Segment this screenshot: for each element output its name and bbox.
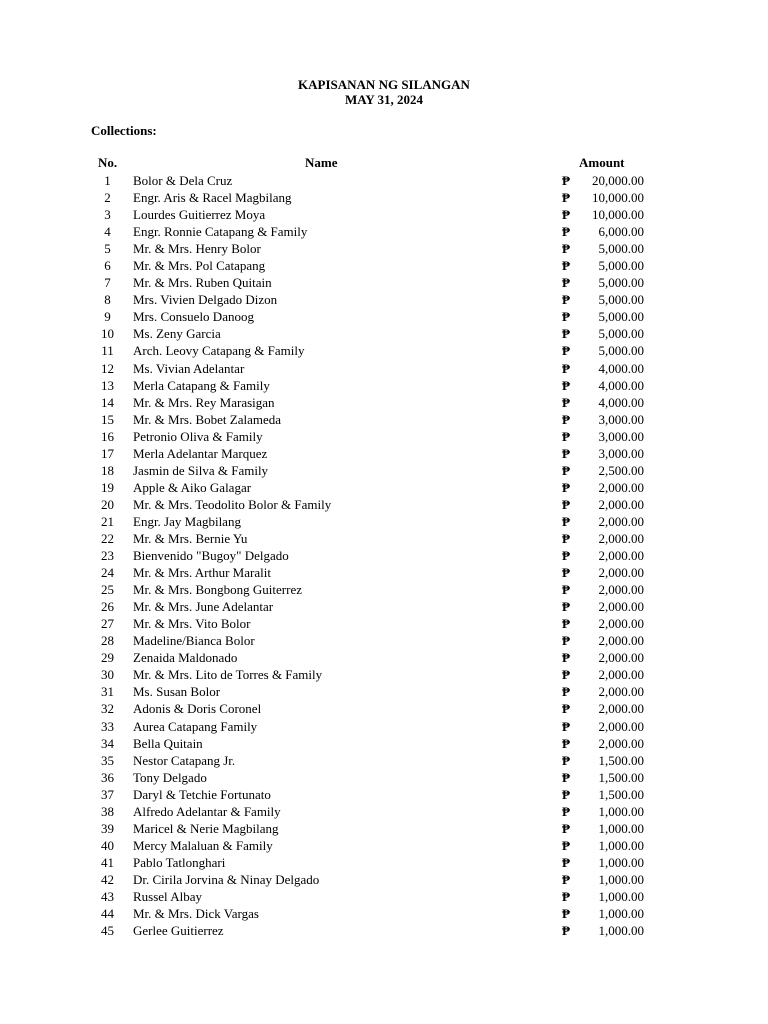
contributor-name: Mr. & Mrs. Vito Bolor [133,616,251,632]
amount-value: 1,500.00 [598,769,644,785]
peso-sign: ₱ [562,428,570,444]
table-row [0,530,768,547]
contributor-name: Engr. Ronnie Catapang & Family [133,224,308,240]
row-number: 31 [101,684,114,700]
contributor-name: Merla Adelantar Marquez [133,445,268,461]
peso-sign: ₱ [562,343,570,359]
peso-sign: ₱ [562,496,570,512]
row-number: 6 [104,258,111,274]
row-number: 24 [101,565,114,581]
contributor-name: Russel Albay [133,888,202,904]
contributor-name: Mr. & Mrs. Bernie Yu [133,530,248,546]
row-number: 22 [101,530,114,546]
amount-value: 2,000.00 [598,718,644,734]
peso-sign: ₱ [562,854,570,870]
peso-sign: ₱ [562,326,570,342]
table-header [0,155,768,171]
peso-sign: ₱ [562,394,570,410]
table-row [0,598,768,615]
peso-sign: ₱ [562,633,570,649]
table-row [0,189,768,206]
row-number: 43 [101,888,114,904]
table-row [0,496,768,513]
peso-sign: ₱ [562,411,570,427]
row-number: 15 [101,411,114,427]
table-row [0,206,768,223]
contributor-name: Lourdes Guitierrez Moya [133,207,266,223]
contributor-name: Petronio Oliva & Family [133,428,263,444]
amount-value: 3,000.00 [598,428,644,444]
row-number: 12 [101,360,114,376]
table-row [0,905,768,922]
contributor-name: Adonis & Doris Coronel [133,701,262,717]
amount-value: 2,000.00 [598,616,644,632]
table-row [0,479,768,496]
row-number: 37 [101,786,114,802]
peso-sign: ₱ [562,906,570,922]
peso-sign: ₱ [562,820,570,836]
contributor-name: Mr. & Mrs. June Adelantar [133,599,274,615]
contributor-name: Mrs. Vivien Delgado Dizon [133,292,278,308]
contributor-name: Ms. Susan Bolor [133,684,221,700]
contributor-name: Mr. & Mrs. Teodolito Bolor & Family [133,496,332,512]
row-number: 33 [101,718,114,734]
row-number: 19 [101,479,114,495]
amount-value: 4,000.00 [598,394,644,410]
table-row [0,649,768,666]
row-number: 41 [101,854,114,870]
contributor-name: Aurea Catapang Family [133,718,258,734]
table-row [0,394,768,411]
row-number: 39 [101,820,114,836]
contributor-name: Jasmin de Silva & Family [133,462,269,478]
contributor-name: Mr. & Mrs. Henry Bolor [133,241,261,257]
row-number: 1 [104,173,111,188]
amount-value: 2,000.00 [598,548,644,564]
contributor-name: Zenaida Maldonado [133,650,238,666]
peso-sign: ₱ [562,786,570,802]
table-row [0,257,768,274]
peso-sign: ₱ [562,309,570,325]
amount-value: 1,500.00 [598,752,644,768]
row-number: 21 [101,513,114,529]
table-row [0,445,768,462]
table-row [0,342,768,359]
contributor-name: Nestor Catapang Jr. [133,752,236,768]
amount-value: 2,000.00 [598,701,644,717]
table-row [0,837,768,854]
amount-value: 5,000.00 [598,258,644,274]
column-header-name: Name [305,155,338,170]
amount-value: 4,000.00 [598,360,644,376]
row-number: 8 [104,292,111,308]
contributor-name: Madeline/Bianca Bolor [133,633,255,649]
row-number: 28 [101,633,114,649]
peso-sign: ₱ [562,513,570,529]
contributor-name: Mr. & Mrs. Rey Marasigan [133,394,275,410]
contributor-name: Mrs. Consuelo Danoog [133,309,254,325]
amount-value: 1,000.00 [598,888,644,904]
table-row [0,820,768,837]
amount-value: 5,000.00 [598,275,644,291]
table-row [0,462,768,479]
peso-sign: ₱ [562,803,570,819]
amount-value: 6,000.00 [598,224,644,240]
row-number: 13 [101,377,114,393]
table-row [0,581,768,598]
row-number: 32 [101,701,114,717]
row-number: 30 [101,667,114,683]
peso-sign: ₱ [562,377,570,393]
amount-value: 5,000.00 [598,241,644,257]
table-row [0,666,768,683]
contributor-name: Maricel & Nerie Magbilang [133,820,279,836]
column-header-amount: Amount [579,155,625,170]
peso-sign: ₱ [562,462,570,478]
peso-sign: ₱ [562,923,570,939]
table-row [0,513,768,530]
row-number: 11 [101,343,114,359]
table-row [0,377,768,394]
peso-sign: ₱ [562,275,570,291]
contributor-name: Mr. & Mrs. Bobet Zalameda [133,411,282,427]
table-row [0,700,768,717]
peso-sign: ₱ [562,599,570,615]
row-number: 2 [104,190,111,206]
amount-value: 2,000.00 [598,565,644,581]
row-number: 4 [104,224,111,240]
peso-sign: ₱ [562,837,570,853]
contributor-name: Mr. & Mrs. Lito de Torres & Family [133,667,323,683]
table-row [0,683,768,700]
row-number: 42 [101,871,114,887]
table-row [0,360,768,377]
contributor-name: Engr. Aris & Racel Magbilang [133,190,292,206]
contributor-name: Mr. & Mrs. Arthur Maralit [133,565,271,581]
table-row [0,888,768,905]
table-row [0,615,768,632]
row-number: 25 [101,582,114,598]
peso-sign: ₱ [562,207,570,223]
peso-sign: ₱ [562,548,570,564]
table-row [0,223,768,240]
amount-value: 2,000.00 [598,650,644,666]
row-number: 26 [101,599,114,615]
column-header-no: No. [98,155,118,170]
peso-sign: ₱ [562,616,570,632]
peso-sign: ₱ [562,667,570,683]
contributor-name: Daryl & Tetchie Fortunato [133,786,271,802]
peso-sign: ₱ [562,190,570,206]
amount-value: 2,000.00 [598,599,644,615]
contributor-name: Merla Catapang & Family [133,377,270,393]
row-number: 35 [101,752,114,768]
row-number: 36 [101,769,114,785]
peso-sign: ₱ [562,684,570,700]
peso-sign: ₱ [562,445,570,461]
peso-sign: ₱ [562,292,570,308]
peso-sign: ₱ [562,224,570,240]
amount-value: 1,000.00 [598,871,644,887]
peso-sign: ₱ [562,718,570,734]
amount-value: 1,500.00 [598,786,644,802]
peso-sign: ₱ [562,258,570,274]
row-number: 34 [101,735,114,751]
peso-sign: ₱ [562,735,570,751]
table-row [0,291,768,308]
contributor-name: Mr. & Mrs. Dick Vargas [133,906,259,922]
peso-sign: ₱ [562,360,570,376]
document-header [0,77,768,107]
amount-value: 2,000.00 [598,513,644,529]
amount-value: 2,000.00 [598,496,644,512]
contributor-name: Apple & Aiko Galagar [133,479,252,495]
table-row [0,786,768,803]
report-date: MAY 31, 2024 [344,92,424,107]
amount-value: 1,000.00 [598,803,644,819]
peso-sign: ₱ [562,241,570,257]
table-row [0,718,768,735]
row-number: 14 [101,394,114,410]
row-number: 38 [101,803,114,819]
amount-value: 1,000.00 [598,923,644,939]
amount-value: 3,000.00 [598,445,644,461]
contributor-name: Ms. Zeny Garcia [133,326,221,342]
row-number: 9 [104,309,111,325]
table-row [0,769,768,786]
row-number: 23 [101,548,114,564]
table-row [0,564,768,581]
contributor-name: Dr. Cirila Jorvina & Ninay Delgado [133,871,320,887]
row-number: 45 [101,923,114,939]
peso-sign: ₱ [562,701,570,717]
table-row [0,428,768,445]
amount-value: 2,000.00 [598,633,644,649]
table-row [0,308,768,325]
table-row [0,735,768,752]
row-number: 5 [104,241,111,257]
table-row [0,871,768,888]
amount-value: 1,000.00 [598,820,644,836]
row-number: 44 [101,906,114,922]
amount-value: 10,000.00 [592,190,644,206]
amount-value: 1,000.00 [598,837,644,853]
table-row [0,854,768,871]
amount-value: 5,000.00 [598,292,644,308]
contributor-name: Bolor & Dela Cruz [133,173,233,188]
table-row [0,325,768,342]
row-number: 3 [104,207,111,223]
peso-sign: ₱ [562,582,570,598]
table-row [0,922,768,939]
row-number: 17 [101,445,114,461]
table-row [0,547,768,564]
peso-sign: ₱ [562,565,570,581]
table-row [0,803,768,820]
amount-value: 2,000.00 [598,582,644,598]
contributor-name: Alfredo Adelantar & Family [133,803,281,819]
row-number: 7 [104,275,111,291]
contributor-name: Engr. Jay Magbilang [133,513,241,529]
amount-value: 2,000.00 [598,479,644,495]
row-number: 29 [101,650,114,666]
contributor-name: Tony Delgado [133,769,207,785]
row-number: 16 [101,428,114,444]
amount-value: 2,000.00 [598,735,644,751]
org-title: KAPISANAN NG SILANGAN [298,77,470,92]
peso-sign: ₱ [562,173,570,188]
peso-sign: ₱ [562,650,570,666]
table-row [0,240,768,257]
amount-value: 5,000.00 [598,343,644,359]
contributor-name: Mr. & Mrs. Bongbong Guiterrez [133,582,302,598]
row-number: 27 [101,616,114,632]
table-row [0,172,768,189]
amount-value: 1,000.00 [598,906,644,922]
peso-sign: ₱ [562,888,570,904]
amount-value: 5,000.00 [598,309,644,325]
contributor-name: Ms. Vivian Adelantar [133,360,245,376]
peso-sign: ₱ [562,769,570,785]
contributor-name: Mr. & Mrs. Pol Catapang [133,258,266,274]
contributor-name: Arch. Leovy Catapang & Family [133,343,305,359]
table-row [0,632,768,649]
table-row [0,411,768,428]
contributor-name: Gerlee Guitierrez [133,923,224,939]
peso-sign: ₱ [562,752,570,768]
amount-value: 3,000.00 [598,411,644,427]
amount-value: 10,000.00 [592,207,644,223]
amount-value: 2,000.00 [598,530,644,546]
row-number: 10 [101,326,114,342]
row-number: 20 [101,496,114,512]
collections-table [0,172,768,939]
row-number: 18 [101,462,114,478]
amount-value: 4,000.00 [598,377,644,393]
table-row [0,274,768,291]
contributor-name: Mr. & Mrs. Ruben Quitain [133,275,272,291]
table-row [0,752,768,769]
contributor-name: Bienvenido "Bugoy" Delgado [133,548,289,564]
amount-value: 5,000.00 [598,326,644,342]
contributor-name: Pablo Tatlonghari [133,854,226,870]
amount-value: 2,000.00 [598,667,644,683]
amount-value: 2,500.00 [598,462,644,478]
contributor-name: Mercy Malaluan & Family [133,837,273,853]
contributor-name: Bella Quitain [133,735,203,751]
peso-sign: ₱ [562,530,570,546]
amount-value: 1,000.00 [598,854,644,870]
row-number: 40 [101,837,114,853]
section-label: Collections: [91,123,157,138]
peso-sign: ₱ [562,871,570,887]
amount-value: 20,000.00 [592,173,644,188]
peso-sign: ₱ [562,479,570,495]
amount-value: 2,000.00 [598,684,644,700]
